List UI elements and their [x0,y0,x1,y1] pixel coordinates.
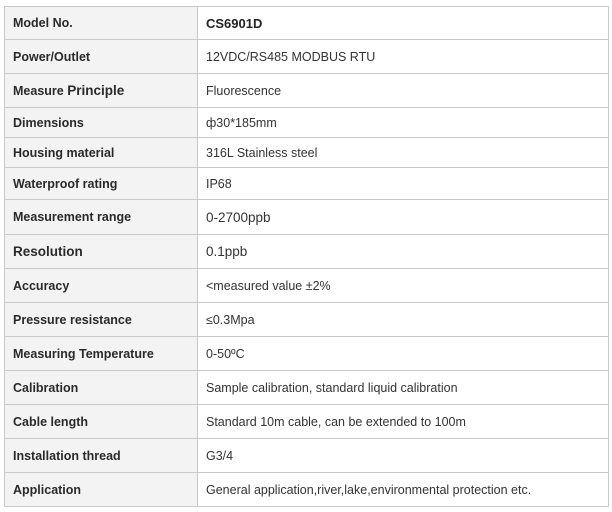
row-value-cable-length: Standard 10m cable, can be extended to 100m [198,405,609,439]
row-label-accuracy: Accuracy [5,269,198,303]
row-label-measurement-range: Measurement range [5,200,198,235]
table-row [5,439,609,473]
label-part-measure: Measure [13,84,68,98]
table-row [5,108,609,138]
table-row [5,7,609,40]
label-part-principle: Principle [67,83,125,98]
row-value-waterproof-rating: IP68 [198,168,609,200]
row-value-calibration: Sample calibration, standard liquid calibration [198,371,609,405]
table-row [5,371,609,405]
row-value-accuracy: <measured value ±2% [198,269,609,303]
row-label-power-outlet: Power/Outlet [5,40,198,74]
row-value-application: General application,river,lake,environmental protection etc. [198,473,609,507]
row-value-installation-thread: G3/4 [198,439,609,473]
row-value-dimensions: ф30*185mm [198,108,609,138]
table-row [5,74,609,108]
row-label-cable-length: Cable length [5,405,198,439]
row-value-pressure-resistance: ≤0.3Mpa [198,303,609,337]
row-label-measure-principle [5,74,198,108]
row-value-model-no: CS6901D [198,7,609,40]
row-label-model-no: Model No. [5,7,198,40]
row-value-measure-principle: Fluorescence [198,74,609,108]
table-row [5,303,609,337]
row-label-waterproof-rating: Waterproof rating [5,168,198,200]
table-row [5,138,609,168]
table-row [5,168,609,200]
table-row [5,200,609,235]
row-label-measuring-temperature: Measuring Temperature [5,337,198,371]
row-label-installation-thread: Installation thread [5,439,198,473]
row-value-measurement-range: 0-2700ppb [198,200,609,235]
table-row [5,337,609,371]
row-value-resolution: 0.1ppb [198,235,609,269]
row-label-dimensions: Dimensions [5,108,198,138]
table-row [5,405,609,439]
row-value-measuring-temperature: 0-50ºC [198,337,609,371]
row-label-resolution: Resolution [5,235,198,269]
table-row [5,40,609,74]
table-row [5,269,609,303]
table-row [5,235,609,269]
row-label-calibration: Calibration [5,371,198,405]
table-row [5,473,609,507]
row-label-pressure-resistance: Pressure resistance [5,303,198,337]
row-value-power-outlet: 12VDC/RS485 MODBUS RTU [198,40,609,74]
row-label-housing-material: Housing material [5,138,198,168]
row-value-housing-material: 316L Stainless steel [198,138,609,168]
spec-table [4,6,609,507]
row-label-application: Application [5,473,198,507]
